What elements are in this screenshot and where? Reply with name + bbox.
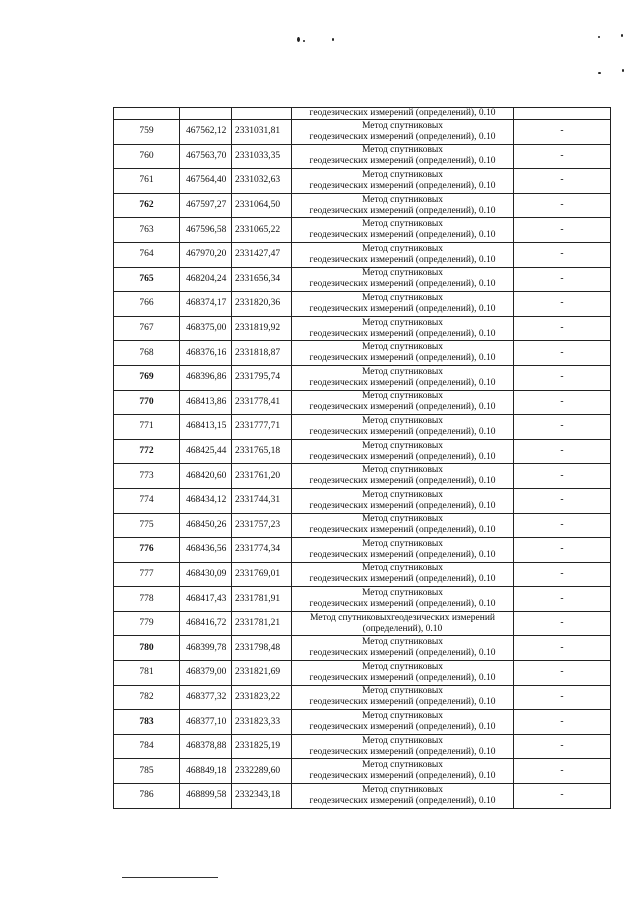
method-cell: [292, 538, 514, 563]
description-cell: -: [514, 292, 611, 317]
y-coordinate-cell: 2331781,91: [232, 587, 292, 612]
y-coordinate-cell: 2332289,60: [232, 759, 292, 784]
method-line-2: геодезических измерений (определений), 0.10: [309, 131, 496, 142]
scan-speck: [598, 36, 600, 38]
x-coordinate-cell: 468377,32: [180, 685, 232, 710]
point-number-cell: 767: [114, 316, 180, 341]
table-row: [114, 169, 611, 194]
method-line-1: Метод спутниковых: [361, 514, 444, 525]
point-number-cell: 766: [114, 292, 180, 317]
x-coordinate-cell: 467970,20: [180, 242, 232, 267]
description-cell: -: [514, 144, 611, 169]
method-cell: [292, 611, 514, 636]
y-coordinate-cell: [232, 108, 292, 120]
x-coordinate-cell: 468899,58: [180, 784, 232, 809]
point-number-cell: 782: [114, 685, 180, 710]
method-cell: [292, 390, 514, 415]
table-row: [114, 439, 611, 464]
method-line-2: геодезических измерений (определений), 0.10: [309, 451, 496, 462]
y-coordinate-cell: 2331823,33: [232, 710, 292, 735]
description-cell: -: [514, 341, 611, 366]
table-row: [114, 759, 611, 784]
point-number-cell: 776: [114, 538, 180, 563]
method-cell: [292, 685, 514, 710]
method-line-2: геодезических измерений (определений), 0.10: [309, 377, 496, 388]
description-cell: [514, 108, 611, 120]
table-row: [114, 267, 611, 292]
table-row: [114, 784, 611, 809]
method-cell: [292, 108, 514, 120]
description-cell: -: [514, 218, 611, 243]
method-line-2: геодезических измерений (определений), 0.10: [309, 672, 496, 683]
x-coordinate-cell: 467597,27: [180, 193, 232, 218]
point-number-cell: 784: [114, 734, 180, 759]
x-coordinate-cell: 467563,70: [180, 144, 232, 169]
x-coordinate-cell: 467564,40: [180, 169, 232, 194]
method-line-1: Метод спутниковых: [361, 735, 444, 746]
table-row-continuation: [114, 108, 611, 120]
method-line-2: геодезических измерений (определений), 0.10: [309, 697, 496, 708]
method-cell: [292, 267, 514, 292]
table-row: [114, 562, 611, 587]
y-coordinate-cell: 2331795,74: [232, 365, 292, 390]
x-coordinate-cell: 468375,00: [180, 316, 232, 341]
coordinates-table: [113, 107, 611, 809]
point-number-cell: 773: [114, 464, 180, 489]
description-cell: -: [514, 685, 611, 710]
method-line-1: Метод спутниковых: [361, 391, 444, 402]
method-cell: [292, 488, 514, 513]
method-line-1: Метод спутниковых: [361, 219, 444, 230]
point-number-cell: 778: [114, 587, 180, 612]
point-number-cell: 760: [114, 144, 180, 169]
method-line-2: геодезических измерений (определений), 0.10: [309, 771, 496, 782]
point-number-cell: 764: [114, 242, 180, 267]
point-number-cell: 771: [114, 415, 180, 440]
method-cell: [292, 316, 514, 341]
point-number-cell: 765: [114, 267, 180, 292]
method-line-2: геодезических измерений (определений), 0.10: [309, 599, 496, 610]
point-number-cell: 785: [114, 759, 180, 784]
point-number-cell: 780: [114, 636, 180, 661]
y-coordinate-cell: 2331821,69: [232, 661, 292, 686]
x-coordinate-cell: 468416,72: [180, 611, 232, 636]
method-line-2: геодезических измерений (определений), 0.10: [309, 230, 496, 241]
point-number-cell: 779: [114, 611, 180, 636]
x-coordinate-cell: 468434,12: [180, 488, 232, 513]
method-line-2: геодезических измерений (определений), 0.10: [309, 795, 496, 806]
table-row: [114, 390, 611, 415]
table-row: [114, 120, 611, 145]
table-row: [114, 365, 611, 390]
description-cell: -: [514, 390, 611, 415]
method-cell: [292, 734, 514, 759]
y-coordinate-cell: 2331777,71: [232, 415, 292, 440]
method-line-2: геодезических измерений (определений), 0.10: [309, 303, 496, 314]
method-line-2: геодезических измерений (определений), 0.10: [309, 156, 496, 167]
y-coordinate-cell: 2331427,47: [232, 242, 292, 267]
description-cell: -: [514, 365, 611, 390]
table-row: [114, 292, 611, 317]
method-cell: [292, 661, 514, 686]
method-line-1: Метод спутниковых: [361, 538, 444, 549]
method-line-1: Метод спутниковых: [361, 120, 444, 131]
method-line-2: геодезических измерений (определений), 0.10: [309, 746, 496, 757]
scan-speck: [332, 38, 334, 41]
point-number-cell: 783: [114, 710, 180, 735]
table-row: [114, 415, 611, 440]
description-cell: -: [514, 169, 611, 194]
y-coordinate-cell: 2331818,87: [232, 341, 292, 366]
method-line-1: Метод спутниковых: [361, 661, 444, 672]
point-number-cell: 770: [114, 390, 180, 415]
x-coordinate-cell: 468430,09: [180, 562, 232, 587]
method-line-1: Метод спутниковых: [361, 243, 444, 254]
method-line-1: Метод спутниковых: [361, 760, 444, 771]
x-coordinate-cell: 468450,26: [180, 513, 232, 538]
x-coordinate-cell: [180, 108, 232, 120]
table-row: [114, 587, 611, 612]
method-line-1: Метод спутниковых: [361, 588, 444, 599]
point-number-cell: 763: [114, 218, 180, 243]
point-number-cell: 772: [114, 439, 180, 464]
method-line-2: геодезических измерений (определений), 0.10: [309, 402, 496, 413]
x-coordinate-cell: 468396,86: [180, 365, 232, 390]
point-number-cell: 774: [114, 488, 180, 513]
y-coordinate-cell: 2331761,20: [232, 464, 292, 489]
table-row: [114, 538, 611, 563]
description-cell: -: [514, 193, 611, 218]
method-line-1: Метод спутниковых: [361, 169, 444, 180]
method-cell: [292, 710, 514, 735]
method-line-1: Метод спутниковых: [361, 366, 444, 377]
x-coordinate-cell: 468376,16: [180, 341, 232, 366]
method-cell: [292, 144, 514, 169]
y-coordinate-cell: 2331031,81: [232, 120, 292, 145]
description-cell: -: [514, 267, 611, 292]
scan-speck: [622, 69, 624, 72]
method-line-1: Метод спутниковыхгеодезических измерений: [309, 612, 495, 623]
coordinates-table-body: [114, 108, 611, 809]
description-cell: -: [514, 538, 611, 563]
description-cell: -: [514, 587, 611, 612]
description-cell: -: [514, 784, 611, 809]
y-coordinate-cell: 2331778,41: [232, 390, 292, 415]
method-cell: [292, 218, 514, 243]
method-line-2: геодезических измерений (определений), 0.10: [309, 500, 496, 511]
x-coordinate-cell: 467562,12: [180, 120, 232, 145]
x-coordinate-cell: 468420,60: [180, 464, 232, 489]
point-number-cell: 761: [114, 169, 180, 194]
y-coordinate-cell: 2331819,92: [232, 316, 292, 341]
description-cell: -: [514, 734, 611, 759]
y-coordinate-cell: 2331769,01: [232, 562, 292, 587]
y-coordinate-cell: 2331032,63: [232, 169, 292, 194]
method-cell: [292, 439, 514, 464]
table-row: [114, 341, 611, 366]
x-coordinate-cell: 468413,86: [180, 390, 232, 415]
table-row: [114, 242, 611, 267]
method-line-1: Метод спутниковых: [361, 637, 444, 648]
method-line-1: Метод спутниковых: [361, 489, 444, 500]
point-number-cell: 762: [114, 193, 180, 218]
method-line-2: геодезических измерений (определений), 0.10: [309, 648, 496, 659]
method-line-2: геодезических измерений (определений), 0.10: [309, 426, 496, 437]
y-coordinate-cell: 2332343,18: [232, 784, 292, 809]
method-cell: [292, 759, 514, 784]
description-cell: -: [514, 242, 611, 267]
method-line-1: Метод спутниковых: [361, 563, 444, 574]
method-line-2: геодезических измерений (определений), 0.10: [309, 525, 496, 536]
point-number-cell: 759: [114, 120, 180, 145]
method-line-1: Метод спутниковых: [361, 145, 444, 156]
description-cell: -: [514, 120, 611, 145]
y-coordinate-cell: 2331033,35: [232, 144, 292, 169]
method-line-1: Метод спутниковых: [361, 268, 444, 279]
scan-speck: [598, 72, 601, 74]
method-cell: [292, 513, 514, 538]
x-coordinate-cell: 468413,15: [180, 415, 232, 440]
method-line-2: (определений), 0.10: [362, 623, 443, 634]
y-coordinate-cell: 2331744,31: [232, 488, 292, 513]
method-line-1: Метод спутниковых: [361, 784, 444, 795]
description-cell: -: [514, 488, 611, 513]
method-line-1: Метод спутниковых: [361, 415, 444, 426]
table-row: [114, 144, 611, 169]
method-cell: [292, 242, 514, 267]
description-cell: -: [514, 661, 611, 686]
description-cell: -: [514, 464, 611, 489]
method-line-2: геодезических измерений (определений), 0.10: [309, 180, 496, 191]
y-coordinate-cell: 2331798,48: [232, 636, 292, 661]
y-coordinate-cell: 2331765,18: [232, 439, 292, 464]
description-cell: -: [514, 611, 611, 636]
scan-speck: [621, 34, 623, 37]
table-row: [114, 513, 611, 538]
description-cell: -: [514, 439, 611, 464]
description-cell: -: [514, 636, 611, 661]
table-row: [114, 734, 611, 759]
point-number-cell: 781: [114, 661, 180, 686]
method-cell: [292, 365, 514, 390]
y-coordinate-cell: 2331064,50: [232, 193, 292, 218]
method-line-1: Метод спутниковых: [361, 440, 444, 451]
y-coordinate-cell: 2331757,23: [232, 513, 292, 538]
x-coordinate-cell: 468399,78: [180, 636, 232, 661]
description-cell: -: [514, 562, 611, 587]
y-coordinate-cell: 2331065,22: [232, 218, 292, 243]
table-row: [114, 611, 611, 636]
table-row: [114, 661, 611, 686]
x-coordinate-cell: 468204,24: [180, 267, 232, 292]
table-row: [114, 464, 611, 489]
method-line-2: геодезических измерений (определений), 0.10: [309, 328, 496, 339]
method-cell: [292, 341, 514, 366]
footer-rule: [122, 877, 218, 878]
method-cell: [292, 784, 514, 809]
x-coordinate-cell: 468379,00: [180, 661, 232, 686]
method-line-1: Метод спутниковых: [361, 194, 444, 205]
method-line-1: Метод спутниковых: [361, 342, 444, 353]
point-number-cell: 768: [114, 341, 180, 366]
point-number-cell: 777: [114, 562, 180, 587]
x-coordinate-cell: 468425,44: [180, 439, 232, 464]
y-coordinate-cell: 2331825,19: [232, 734, 292, 759]
method-line-2: геодезических измерений (определений), 0.10: [309, 722, 496, 733]
method-line-1: Метод спутниковых: [361, 711, 444, 722]
x-coordinate-cell: 468436,56: [180, 538, 232, 563]
method-text: геодезических измерений (определений), 0.10: [309, 108, 496, 118]
x-coordinate-cell: 468377,10: [180, 710, 232, 735]
point-number-cell: 786: [114, 784, 180, 809]
method-cell: [292, 415, 514, 440]
method-line-1: Метод спутниковых: [361, 465, 444, 476]
method-line-2: геодезических измерений (определений), 0.10: [309, 574, 496, 585]
x-coordinate-cell: 468417,43: [180, 587, 232, 612]
table-row: [114, 636, 611, 661]
method-line-2: геодезических измерений (определений), 0.10: [309, 353, 496, 364]
method-line-2: геодезических измерений (определений), 0.10: [309, 476, 496, 487]
method-cell: [292, 636, 514, 661]
table-row: [114, 316, 611, 341]
point-number-cell: 775: [114, 513, 180, 538]
scan-speck: [297, 37, 300, 42]
scan-speck: [303, 40, 305, 42]
x-coordinate-cell: 468378,88: [180, 734, 232, 759]
table-row: [114, 710, 611, 735]
method-cell: [292, 587, 514, 612]
method-cell: [292, 562, 514, 587]
method-cell: [292, 292, 514, 317]
method-line-2: геодезических измерений (определений), 0.10: [309, 205, 496, 216]
point-number-cell: 769: [114, 365, 180, 390]
method-cell: [292, 464, 514, 489]
method-cell: [292, 169, 514, 194]
method-line-1: Метод спутниковых: [361, 292, 444, 303]
description-cell: -: [514, 710, 611, 735]
description-cell: -: [514, 759, 611, 784]
table-row: [114, 488, 611, 513]
y-coordinate-cell: 2331656,34: [232, 267, 292, 292]
table-row: [114, 218, 611, 243]
y-coordinate-cell: 2331823,22: [232, 685, 292, 710]
description-cell: -: [514, 513, 611, 538]
table-row: [114, 685, 611, 710]
method-line-2: геодезических измерений (определений), 0.10: [309, 254, 496, 265]
point-number-cell: [114, 108, 180, 120]
y-coordinate-cell: 2331774,34: [232, 538, 292, 563]
y-coordinate-cell: 2331781,21: [232, 611, 292, 636]
y-coordinate-cell: 2331820,36: [232, 292, 292, 317]
method-line-2: геодезических измерений (определений), 0.10: [309, 279, 496, 290]
method-cell: [292, 193, 514, 218]
description-cell: -: [514, 415, 611, 440]
method-line-2: геодезических измерений (определений), 0.10: [309, 549, 496, 560]
method-line-1: Метод спутниковых: [361, 317, 444, 328]
description-cell: -: [514, 316, 611, 341]
table-row: [114, 193, 611, 218]
method-line-1: Метод спутниковых: [361, 686, 444, 697]
x-coordinate-cell: 467596,58: [180, 218, 232, 243]
x-coordinate-cell: 468849,18: [180, 759, 232, 784]
method-cell: [292, 120, 514, 145]
x-coordinate-cell: 468374,17: [180, 292, 232, 317]
